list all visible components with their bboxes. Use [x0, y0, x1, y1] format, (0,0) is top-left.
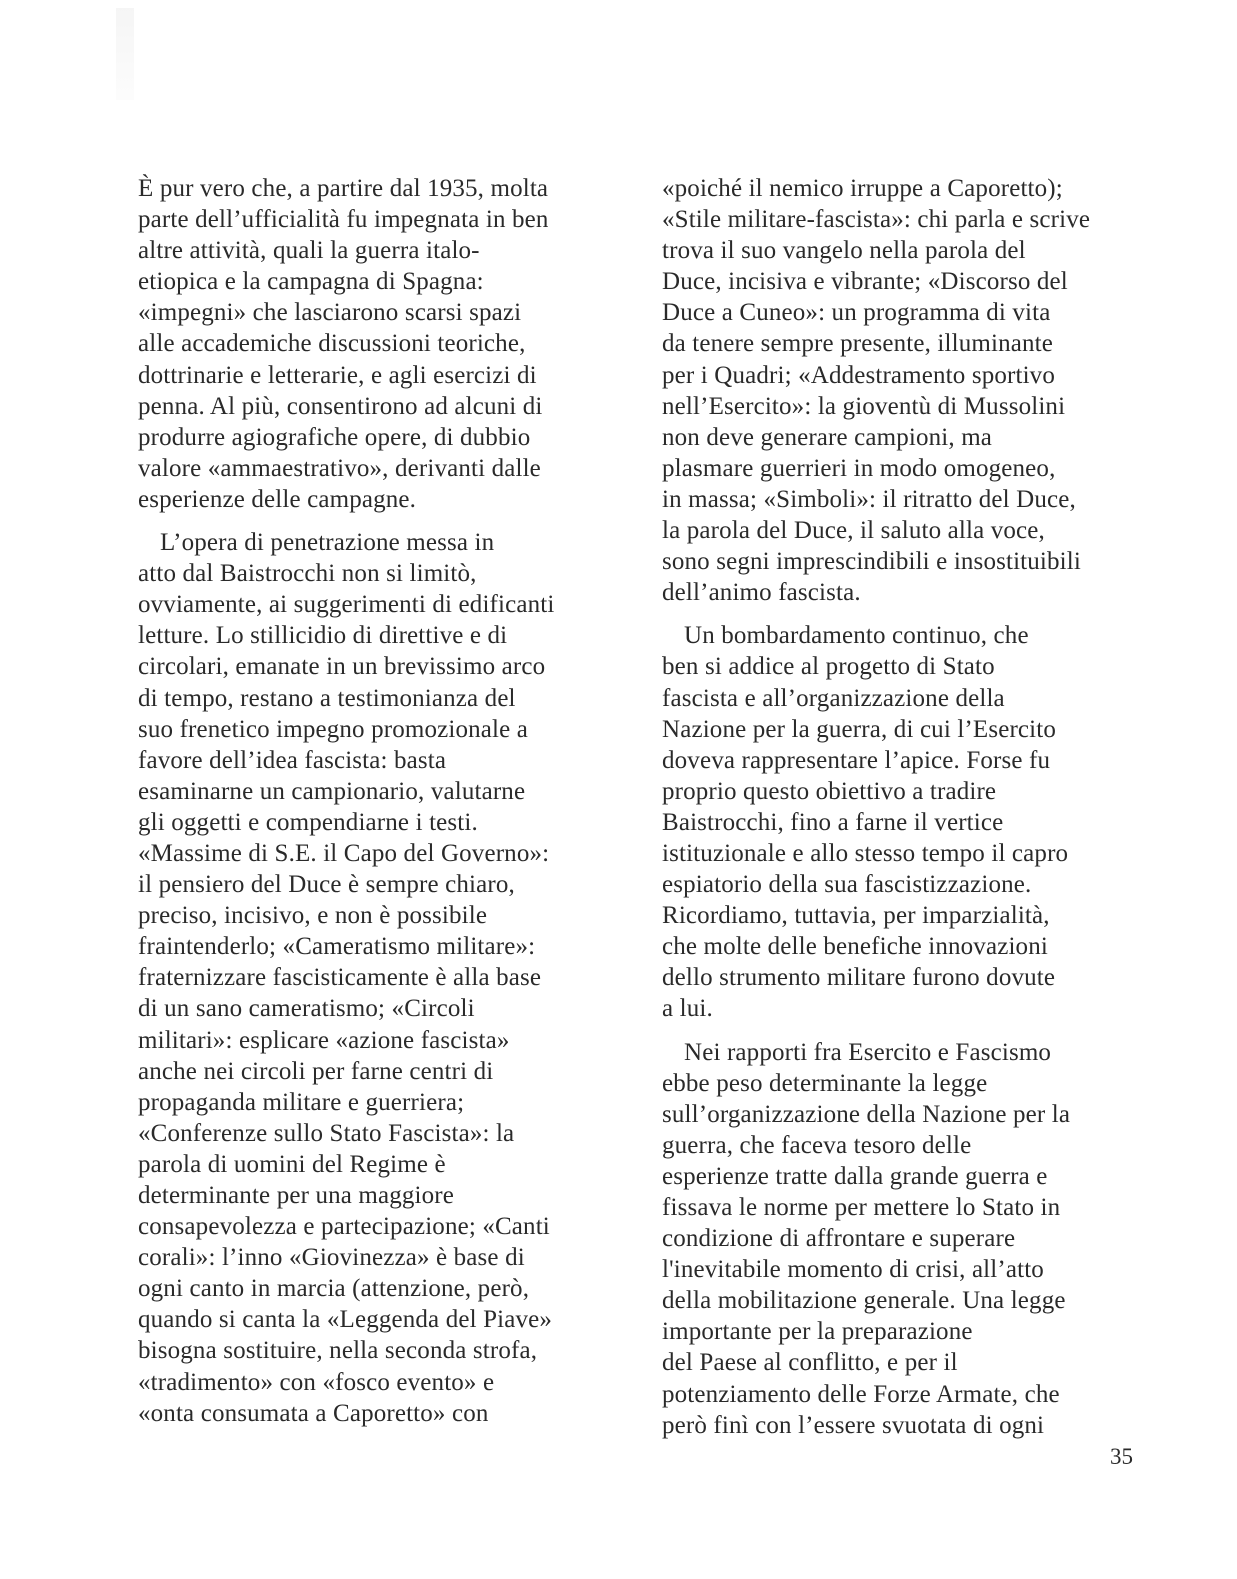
text-line: doveva rappresentare l’apice. Forse fu — [662, 746, 1051, 774]
text-line: gli oggetti e compendiarne i testi. — [138, 808, 478, 836]
text-line: il pensiero del Duce è sempre chiaro, — [138, 871, 515, 899]
text-line: ovviamente, ai suggerimenti di edificanti — [138, 591, 555, 619]
text-line: Baistrocchi, fino a farne il vertice — [662, 808, 1004, 836]
text-line: atto dal Baistrocchi non si limitò, — [138, 560, 477, 588]
text-line: È pur vero che, a partire dal 1935, molta — [138, 175, 549, 202]
text-line: militari»: esplicare «azione fascista» — [138, 1026, 510, 1054]
text-line: bisogna sostituire, nella seconda strofa, — [138, 1337, 538, 1365]
text-line: in massa; «Simboli»: il ritratto del Duce, — [662, 485, 1076, 513]
text-line: potenziamento delle Forze Armate, che — [662, 1380, 1060, 1408]
text-line: esaminarne un campionario, valutarne — [138, 777, 526, 805]
text-line: circolari, emanate in un brevissimo arco — [138, 653, 546, 681]
text-line: nell’Esercito»: la gioventù di Mussolini — [662, 392, 1066, 420]
text-line: Un bombardamento continuo, che — [684, 622, 1029, 650]
text-line: esperienze tratte dalla grande guerra e — [662, 1162, 1048, 1190]
text-line: Duce a Cuneo»: un programma di vita — [662, 299, 1051, 327]
text-line: produrre agiografiche opere, di dubbio — [138, 423, 531, 451]
text-line: L’opera di penetrazione messa in — [160, 529, 495, 557]
text-line: sono segni imprescindibili e insostituibili — [662, 548, 1081, 576]
text-line: «tradimento» con «fosco evento» e — [138, 1368, 495, 1396]
text-line: «onta consumata a Caporetto» con — [138, 1399, 489, 1427]
text-line: plasmare guerrieri in modo omogeneo, — [662, 454, 1056, 482]
text-line: etiopica e la campagna di Spagna: — [138, 268, 484, 296]
text-line: trova il suo vangelo nella parola del — [662, 237, 1026, 265]
text-line: fraintenderlo; «Cameratismo militare»: — [138, 933, 536, 961]
text-line: l'inevitabile momento di crisi, all’atto — [662, 1256, 1044, 1284]
text-line: di tempo, restano a testimonianza del — [138, 684, 516, 712]
text-line: del Paese al conflitto, e per il — [662, 1349, 958, 1377]
text-line: valore «ammaestrativo», derivanti dalle — [138, 454, 541, 482]
text-line: dottrinarie e letterarie, e agli esercizi di — [138, 361, 537, 389]
paragraph — [138, 173, 623, 515]
text-line: parola di uomini del Regime è — [138, 1150, 446, 1178]
text-line: esperienze delle campagne. — [138, 485, 417, 513]
text-line: «Conferenze sullo Stato Fascista»: la — [138, 1119, 515, 1147]
text-line: non deve generare campioni, ma — [662, 423, 993, 451]
text-line: importante per la preparazione — [662, 1318, 973, 1346]
text-line: di un sano cameratismo; «Circoli — [138, 995, 475, 1023]
text-line: però finì con l’essere svuotata di ogni — [662, 1411, 1045, 1439]
text-line: alle accademiche discussioni teoriche, — [138, 330, 526, 358]
text-line: preciso, incisivo, e non è possibile — [138, 902, 488, 930]
text-line: suo frenetico impegno promozionale a — [138, 715, 528, 743]
text-line: propaganda militare e guerriera; — [138, 1088, 465, 1116]
text-line: «Stile militare-fascista»: chi parla e scrive — [662, 206, 1091, 234]
text-line: sull’organizzazione della Nazione per la — [662, 1100, 1071, 1128]
text-line: «Massime di S.E. il Capo del Governo»: — [138, 839, 550, 867]
text-line: Duce, incisiva e vibrante; «Discorso del — [662, 268, 1068, 296]
text-line: anche nei circoli per farne centri di — [138, 1057, 494, 1085]
text-line: ben si addice al progetto di Stato — [662, 653, 995, 681]
text-line: dello strumento militare furono dovute — [662, 964, 1056, 992]
text-column-right — [662, 173, 1147, 1441]
text-line: Nazione per la guerra, di cui l’Esercito — [662, 715, 1057, 743]
text-line: consapevolezza e partecipazione; «Canti — [138, 1213, 550, 1241]
text-line: che molte delle benefiche innovazioni — [662, 933, 1048, 961]
text-line: altre attività, quali la guerra italo- — [138, 237, 480, 265]
text-line: determinante per una maggiore — [138, 1182, 455, 1209]
text-line: Nei rapporti fra Esercito e Fascismo — [684, 1038, 1052, 1066]
text-line: letture. Lo stillicidio di direttive e di — [138, 622, 508, 650]
text-line: favore dell’idea fascista: basta — [138, 746, 447, 774]
text-column-left — [138, 173, 623, 1429]
text-line: proprio questo obiettivo a tradire — [662, 777, 997, 805]
text-line: dell’animo fascista. — [662, 579, 861, 607]
text-line: espiatorio della sua fascistizzazione. — [662, 871, 1032, 899]
text-line: penna. Al più, consentirono ad alcuni di — [138, 392, 543, 420]
scan-smudge — [116, 8, 134, 100]
page-number: 35 — [1110, 1444, 1133, 1469]
text-line: la parola del Duce, il saluto alla voce, — [662, 517, 1045, 545]
paragraph — [662, 173, 1147, 608]
text-line: ebbe peso determinante la legge — [662, 1069, 988, 1097]
paragraph — [662, 1037, 1147, 1441]
text-line: fascista e all’organizzazione della — [662, 684, 1005, 712]
paragraph — [662, 620, 1147, 1024]
text-line: a lui. — [662, 995, 713, 1023]
text-line: fissava le norme per mettere lo Stato in — [662, 1194, 1061, 1221]
text-line: quando si canta la «Leggenda del Piave» — [138, 1306, 553, 1334]
text-line: istituzionale e allo stesso tempo il capro — [662, 839, 1069, 867]
text-line: «impegni» che lasciarono scarsi spazi — [138, 299, 522, 327]
text-line: guerra, che faceva tesoro delle — [662, 1131, 972, 1159]
text-line: condizione di affrontare e superare — [662, 1225, 1016, 1253]
text-line: per i Quadri; «Addestramento sportivo — [662, 361, 1055, 389]
text-line: Ricordiamo, tuttavia, per imparzialità, — [662, 902, 1050, 930]
text-line: fraternizzare fascisticamente è alla base — [138, 964, 542, 992]
text-line: della mobilitazione generale. Una legge — [662, 1287, 1066, 1315]
text-line: ogni canto in marcia (attenzione, però, — [138, 1275, 530, 1303]
paragraph — [138, 527, 623, 1429]
text-line: corali»: l’inno «Giovinezza» è base di — [138, 1244, 525, 1272]
text-line: «poiché il nemico irruppe a Caporetto); — [662, 175, 1063, 202]
text-line: da tenere sempre presente, illuminante — [662, 330, 1053, 358]
text-line: parte dell’ufficialità fu impegnata in ben — [138, 206, 549, 234]
